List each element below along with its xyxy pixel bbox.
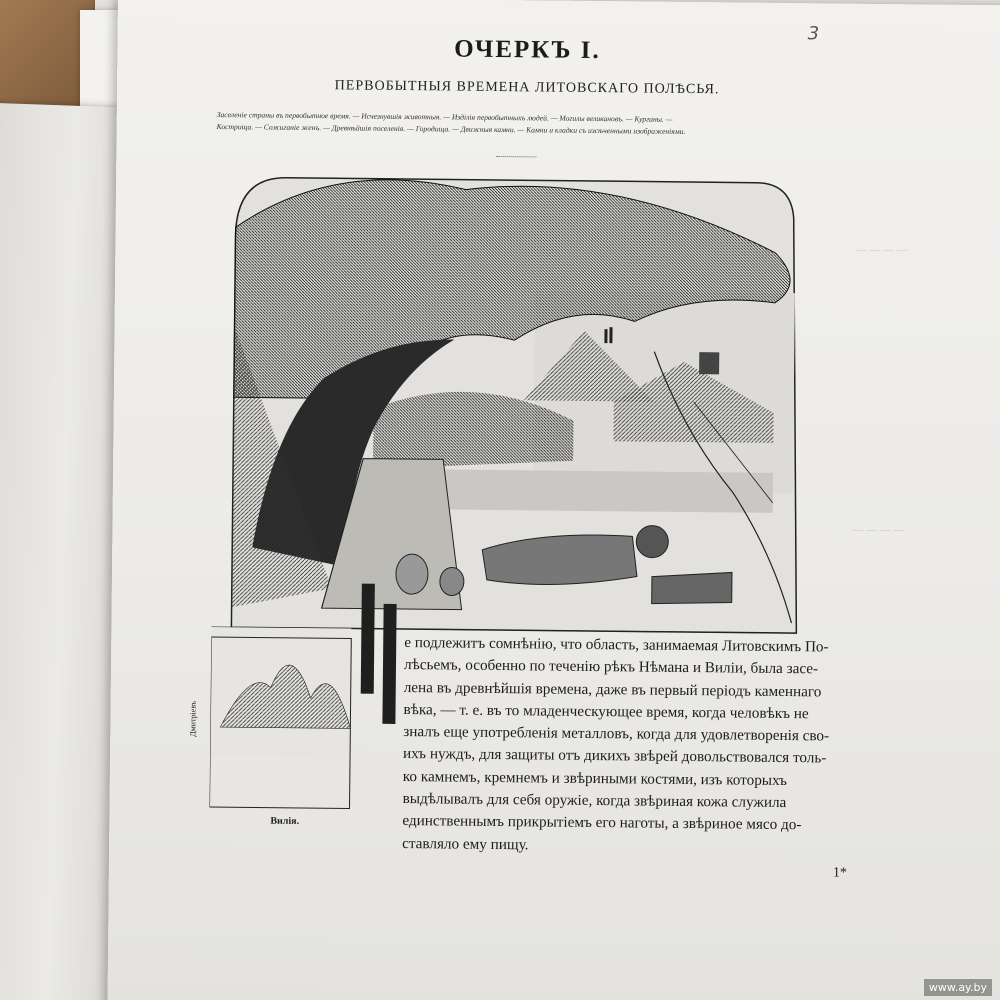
body-line: единственнымъ прикрытіемъ его наготы, а звѣриное мясо до- bbox=[402, 812, 802, 834]
body-line: ихъ нуждъ, для защиты отъ дикихъ звѣрей довольствовался толь- bbox=[402, 745, 827, 767]
book-page bbox=[107, 0, 1000, 1000]
body-line: е подлежитъ сомнѣнію, что область, занимаемая Литовскимъ По- bbox=[404, 634, 829, 656]
body-paragraph bbox=[402, 632, 884, 860]
pencil-page-number: 3 bbox=[807, 23, 820, 45]
bleed-through-text: — — — — bbox=[852, 523, 905, 537]
summary-line: Заселеніе страны въ первобытное время. — Исчезнувшія животныя. — Изділія первобытныхъ людей. — Могилы великановъ. — Курганы. — bbox=[216, 110, 673, 124]
chapter-subtitle: ПЕРВОБЫТНЫЯ ВРЕМЕНА ЛИТОВСКАГО ПОЛѢСЬЯ. bbox=[334, 78, 720, 98]
body-line: лѣсьемъ, особенно по теченію рѣкъ Нѣмана и Виліи, была засе- bbox=[403, 656, 819, 678]
body-line: вѣка, — т. е. въ то младенческующее время, когда человѣкъ не bbox=[403, 700, 809, 723]
body-line: ставляло ему пищу. bbox=[402, 834, 529, 854]
ornament-rule bbox=[496, 156, 536, 157]
body-line: ко камнемъ, кремнемъ и звѣриными костями, изъ которыхъ bbox=[402, 767, 788, 789]
chapter-title: ОЧЕРКЪ I. bbox=[454, 35, 601, 65]
engraver-signature: Дмитріевъ bbox=[188, 700, 198, 737]
body-line: лена въ древнѣйшія времена, даже въ первый періодъ каменнаго bbox=[403, 678, 822, 700]
illustration-caption: Вилія. bbox=[270, 815, 300, 827]
page-number: 1* bbox=[832, 865, 847, 881]
body-line: выдѣлывалъ для себя оружіе, когда звѣриная кожа служила bbox=[402, 790, 787, 812]
bleed-through-text: — — — — bbox=[855, 243, 908, 257]
chapter-summary bbox=[217, 109, 837, 139]
summary-line: Кострища. — Сожиганіе женъ. — Древнѣйшія поселенія. — Городища. — Движныя камни. — Камни и кладки съ изсѣченными изображеніями. bbox=[216, 122, 686, 136]
body-line: зналъ еще употребленія металловъ, когда для удовлетворенія сво- bbox=[403, 723, 830, 745]
site-watermark: www.ay.by bbox=[924, 979, 992, 996]
